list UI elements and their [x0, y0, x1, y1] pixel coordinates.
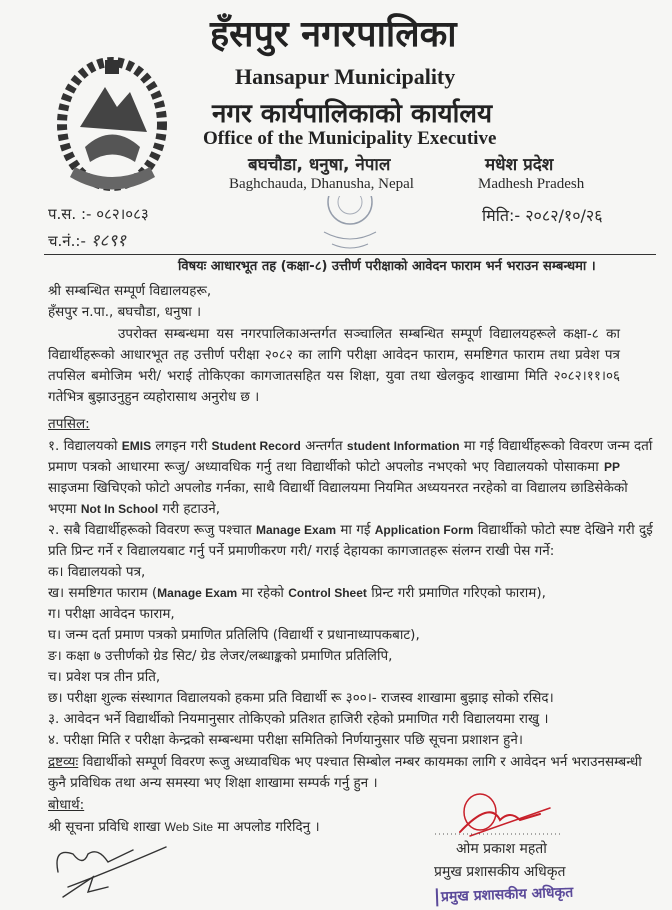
text-segment: student Information	[346, 439, 460, 453]
detail-line: च। प्रवेश पत्र तीन प्रति,	[48, 669, 161, 685]
dispatch-label: च.नं.:-	[48, 232, 86, 250]
initial-signature	[48, 842, 178, 902]
nepal-emblem-logo	[55, 52, 170, 197]
signatory-designation: प्रमुख प्रशासकीय अधिकृत	[434, 864, 566, 880]
detail-line: ङ। कक्षा ७ उत्तीर्णको ग्रेड सिट/ ग्रेड लेजर/लब्धाङ्कको प्रमाणित प्रतिलिपि,	[48, 648, 393, 664]
text-segment: Manage Exam	[157, 586, 238, 600]
detail-line: घ। जन्म दर्ता प्रमाण पत्रको प्रमाणित प्रतिलिपि (विद्यार्थी र प्रधानाध्यापकबाट),	[48, 627, 420, 643]
fiscal-year	[48, 204, 149, 224]
dispatch-number	[48, 228, 126, 251]
text-segment: लगइन गरी	[155, 438, 208, 454]
body-line: तपसिल बमोजिम भरी/ भराई तोकिएका कागजातसहित यस शिक्षा, युवा तथा खेलकुद शाखामा मिति २०८२।११।०६	[48, 368, 620, 384]
details-heading: तपसिल:	[48, 416, 90, 432]
cc-label: बोधार्थ:	[48, 797, 85, 813]
addressee-line: हँसपुर न.पा., बघचौडा, धनुषा ।	[48, 304, 202, 320]
text-segment: प्रिन्ट गरी प्रमाणित गरिएको फाराम),	[371, 585, 546, 601]
note-line	[48, 752, 642, 772]
office-title-np: नगर कार्यपालिकाको कार्यालय	[212, 99, 493, 129]
text-segment: मा रहेको	[241, 585, 284, 601]
province-en: Madhesh Pradesh	[478, 176, 585, 192]
text-segment: श्री सूचना प्रविधि शाखा	[48, 819, 161, 835]
text-segment: भएमा	[48, 501, 77, 517]
address-en: Baghchauda, Dhanusha, Nepal	[229, 176, 414, 192]
text-segment: Not In School	[80, 502, 159, 516]
text-segment: मा गई	[340, 522, 371, 538]
text-segment: PP	[603, 460, 620, 474]
office-title-en: Office of the Municipality Executive	[203, 128, 497, 149]
text-segment: ख। समष्टिगत फाराम (	[48, 585, 158, 601]
dispatch-number-handwritten: १८९१	[90, 231, 127, 251]
detail-line: ४. परीक्षा मिति र परीक्षा केन्द्रको सम्बन्धमा परीक्षा समितिको निर्णयानुसार पछि सूचना प्रशाशन हुने।	[48, 732, 523, 748]
text-segment: विद्यार्थीको सम्पूर्ण विवरण रूजु अध्यावधिक भए पश्चात सिम्बोल नम्बर कायमका लागि र आवेदन भर्न भराउनसम्बन्धी	[82, 754, 642, 770]
text-segment: १. विद्यालयको	[48, 438, 118, 454]
text-segment: प्रमाण पत्रको आधारमा रूजु/ अध्यावधिक गर्नु तथा विद्यार्थीको फोटो अपलोड नभएको भए विद्यालयको पोसाकमा	[48, 459, 599, 475]
body-line: उपरोक्त सम्बन्धमा यस नगरपालिकाअन्तर्गत सञ्चालित सम्बन्धित सम्पूर्ण विद्यालयहरूले कक्षा-८ का	[118, 326, 620, 342]
body-line: विद्यार्थीहरूको आधारभूत तह उत्तीर्ण परीक्षा २०८२ का लागि परीक्षा आवेदन फाराम, समष्टिगत फाराम तथा प्रवेश पत्र	[48, 347, 620, 363]
signature-red	[430, 792, 570, 838]
office-seal-stamp	[310, 196, 390, 252]
detail-line	[48, 499, 620, 519]
detail-line	[48, 436, 653, 456]
detail-line: छ। परीक्षा शुल्क संस्थागत विद्यालयको हकमा प्रति विद्यार्थी रू ३००।- राजस्व शाखामा बुझाइ सोको रसिद।	[48, 690, 554, 706]
municipality-title-np: हँसपुर नगरपालिका	[210, 14, 457, 55]
municipality-title-en: Hansapur Municipality	[235, 64, 456, 89]
province-np: मधेश प्रदेश	[485, 155, 554, 175]
text-segment: Student Record	[211, 439, 301, 453]
text-segment: विद्यार्थीको फोटो स्पष्ट देखिने गरी दुई	[477, 522, 653, 538]
address-np: बघचौडा, धनुषा, नेपाल	[248, 155, 391, 175]
text-segment: अन्तर्गत	[305, 438, 343, 454]
designation-stamp: प्रमुख प्रशासकीय अधिकृत	[436, 884, 574, 907]
text-segment: Manage Exam	[256, 523, 337, 537]
detail-line: क। विद्यालयको पत्र,	[48, 564, 146, 580]
detail-line	[48, 520, 653, 540]
text-segment: गरी हटाउने,	[162, 501, 221, 517]
text-segment: मा गई विद्यार्थीहरूको विवरण जन्म दर्ता	[463, 438, 653, 454]
text-segment: मा अपलोड गरिदिनु ।	[217, 819, 320, 835]
signatory-name: ओम प्रकाश महतो	[456, 841, 547, 857]
detail-line: ३. आवेदन भर्ने विद्यार्थीको नियमानुसार तोकिएको प्रतिशत हाजिरी रहेको प्रमाणित गरी विद्यालयमा राखु ।	[48, 711, 549, 727]
addressee-line: श्री सम्बन्धित सम्पूर्ण विद्यालयहरू,	[48, 283, 212, 299]
body-line: गतेभित्र बुझाउनुहुन व्यहोरासाथ अनुरोध छ ।	[48, 389, 260, 405]
fiscal-year-label: प.स. :-	[48, 205, 92, 223]
date-value: २०८२/१०/२६	[525, 206, 603, 225]
text-segment: Control Sheet	[288, 586, 367, 600]
date-label: मिति:-	[482, 206, 521, 225]
header-divider	[44, 254, 656, 255]
cc-line	[48, 817, 418, 837]
detail-line: प्रति प्रिन्ट गर्ने र विद्यालयबाट गर्नु पर्ने प्रमाणीकरण गरी/ गराई देहायका कागजातहरू संलग्न राखी पेस गर्ने:	[48, 543, 555, 559]
subject-line: विषयः आधारभूत तह (कक्षा-८) उत्तीर्ण परीक्षाको आवेदन फाराम भर्न भराउन सम्बन्धमा ।	[178, 259, 596, 274]
text-segment: Application Form	[374, 523, 474, 537]
note-line: कुनै प्रविधिक तथा अन्य समस्या भए शिक्षा शाखामा सम्पर्क गर्नु हुन ।	[48, 775, 378, 791]
detail-line	[48, 583, 620, 603]
text-segment: Web Site	[164, 820, 214, 834]
detail-line: साइजमा खिचिएको फोटो अपलोड गर्नका, साथै विद्यार्थी विद्यालयमा नियमित अध्ययनरत नरहेको वा विद्यालय छाडिसेकेको	[48, 480, 628, 496]
note-label: द्रष्टव्यः	[48, 754, 79, 770]
text-segment: EMIS	[121, 439, 152, 453]
detail-line	[48, 457, 620, 477]
text-segment: २. सबै विद्यार्थीहरूको विवरण रूजु पश्चात	[48, 522, 252, 538]
letter-date	[482, 204, 603, 226]
detail-line: ग। परीक्षा आवेदन फाराम,	[48, 606, 175, 622]
fiscal-year-value: ०८२।०८३	[96, 205, 149, 223]
